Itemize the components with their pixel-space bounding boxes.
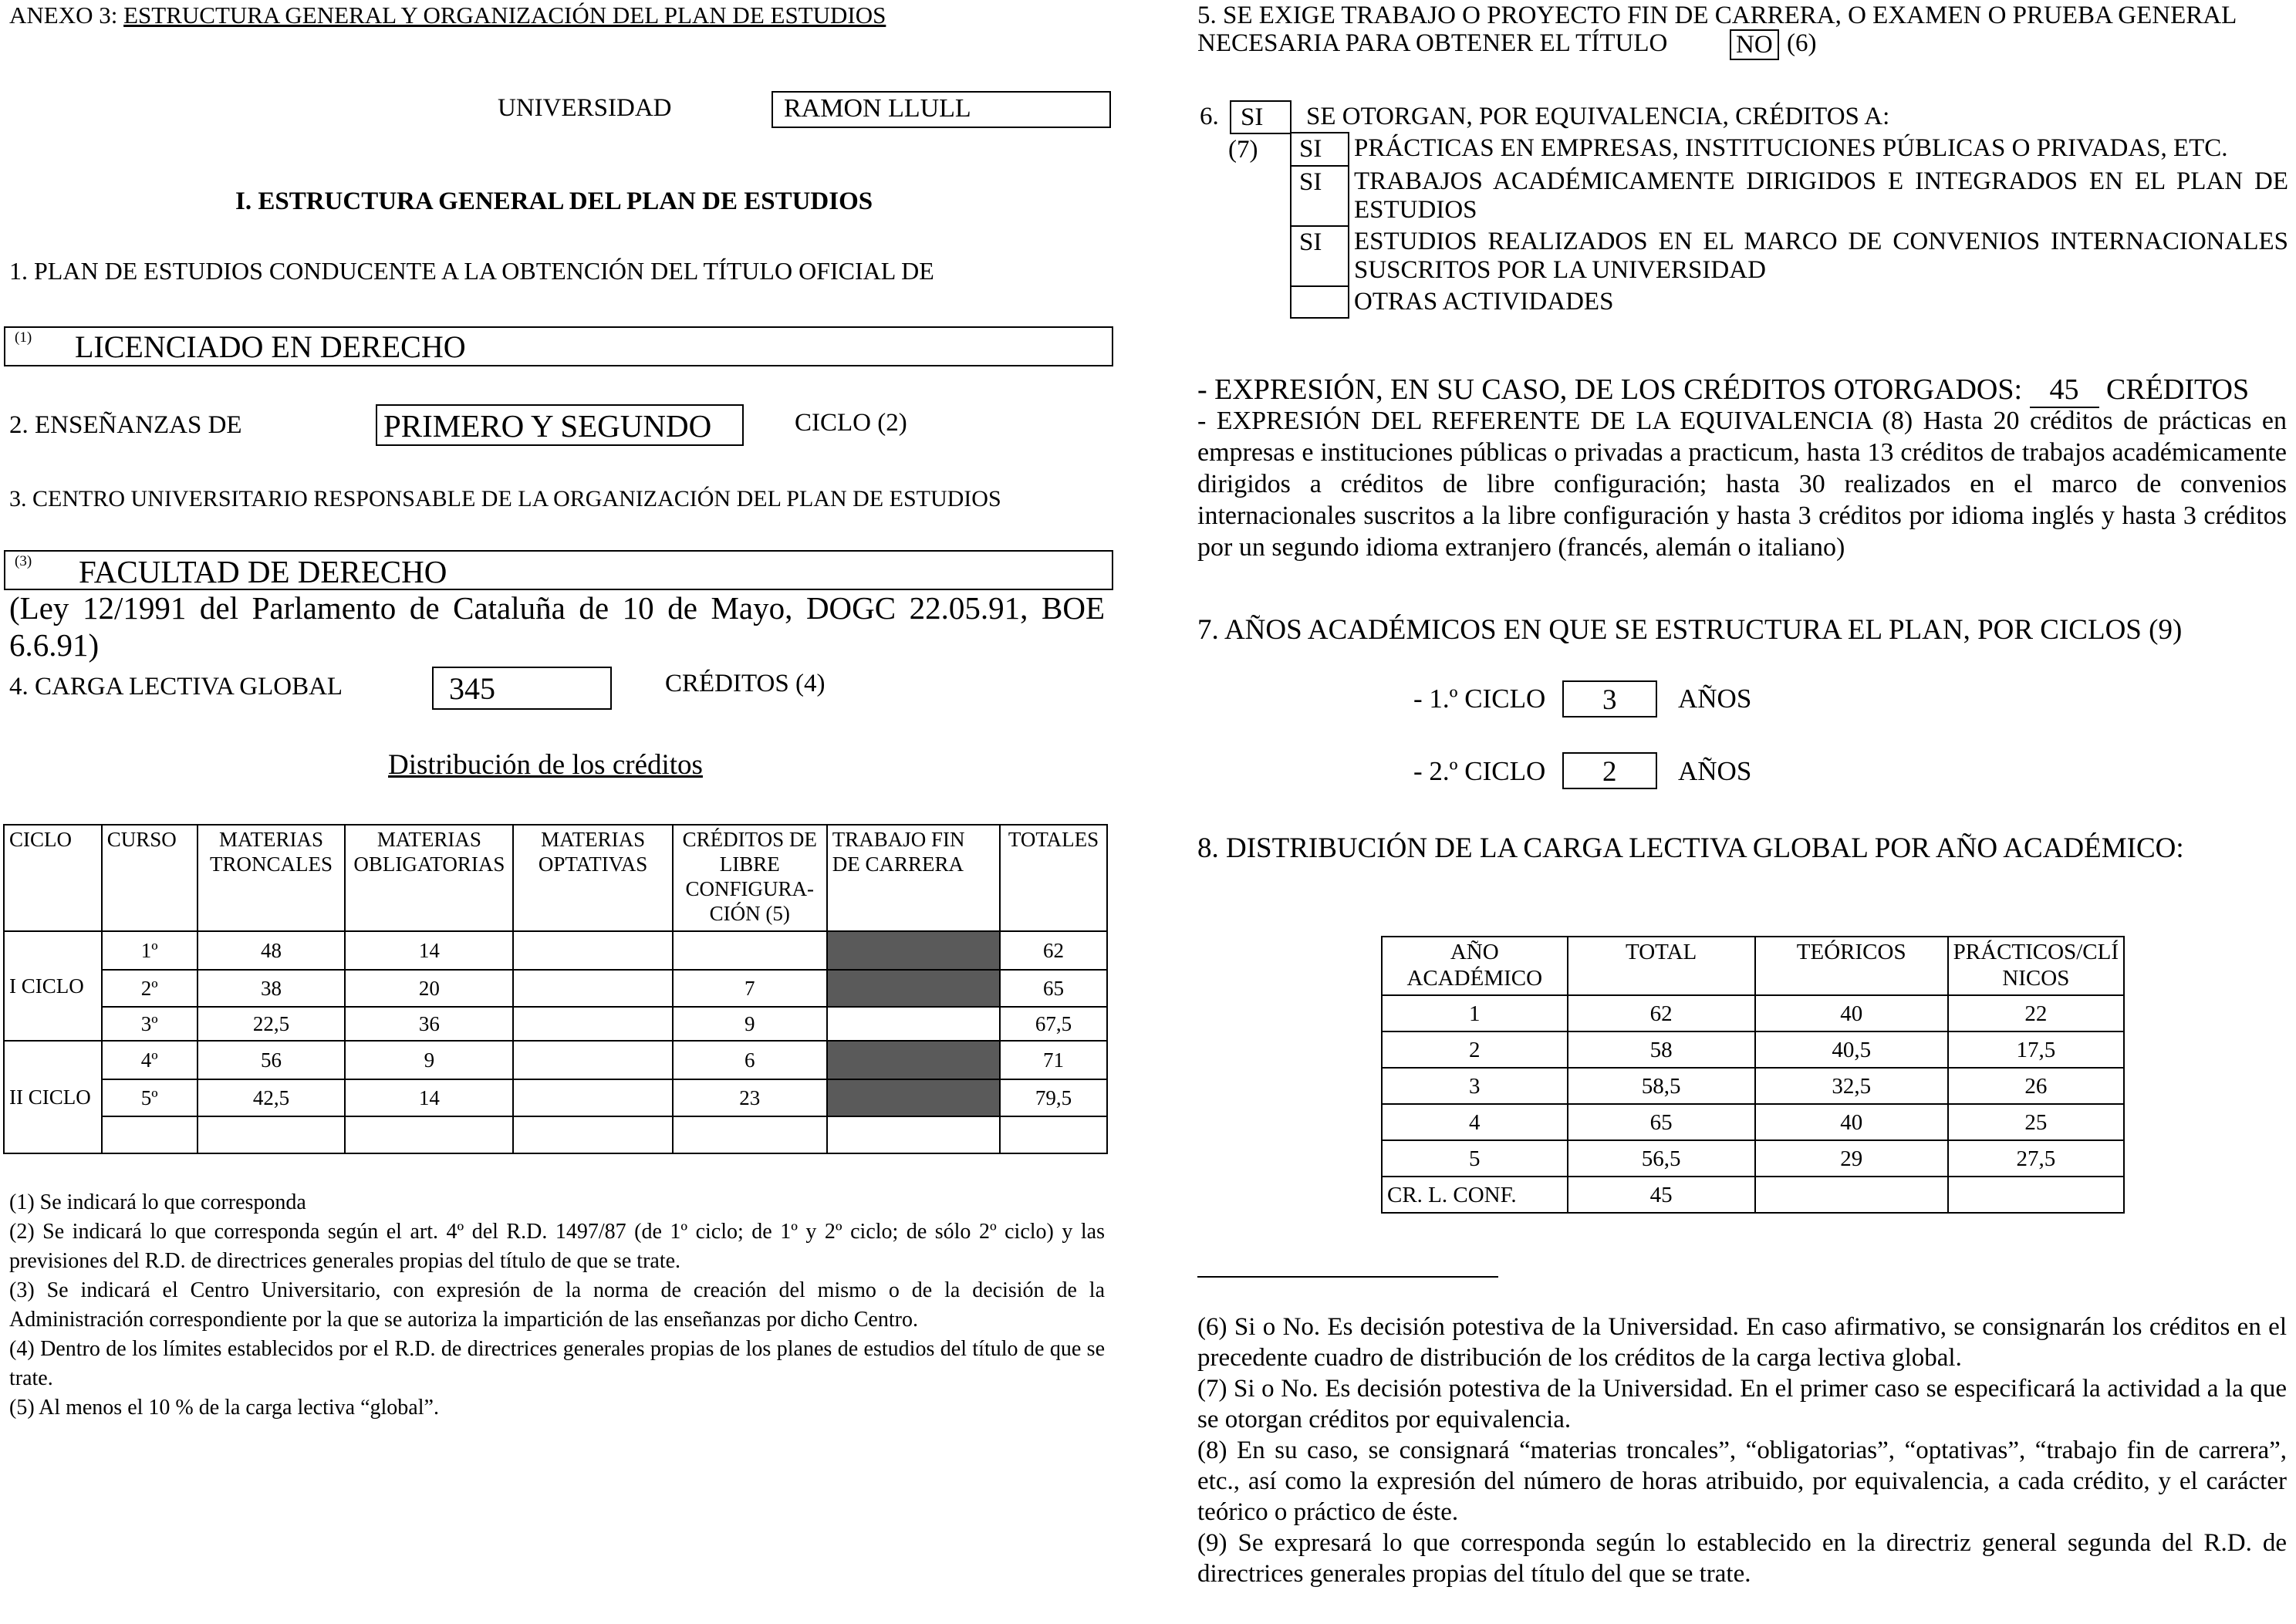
header-cell: CURSO (102, 825, 198, 931)
troncales-cell: 22,5 (198, 1007, 346, 1041)
credits-granted-unit: CRÉDITOS (2106, 373, 2250, 406)
dist-row (1382, 1140, 2124, 1177)
center-box (4, 550, 1113, 590)
totales-cell: 65 (1000, 970, 1107, 1007)
obligatorias-cell: 14 (345, 1079, 513, 1116)
item4-value: 345 (449, 671, 495, 706)
empty-cell (827, 1007, 1000, 1041)
university-value: RAMON LLULL (784, 94, 971, 123)
equiv-text: TRABAJOS ACADÉMICAMENTE DIRIGIDOS E INTEGRADOS EN EL PLAN DE ESTUDIOS (1349, 166, 2293, 226)
header-cell: TOTALES (1000, 825, 1107, 931)
equiv-text: PRÁCTICAS EN EMPRESAS, INSTITUCIONES PÚBLICAS O PRIVADAS, ETC. (1349, 133, 2293, 166)
footnote-separator (1197, 1276, 1498, 1278)
totales-cell: 79,5 (1000, 1079, 1107, 1116)
equiv-row (1291, 133, 2293, 166)
equiv-row (1291, 166, 2293, 226)
cycle-cell: II CICLO (4, 1041, 102, 1153)
dist-cell: 58,5 (1568, 1068, 1755, 1104)
libre-cell: 9 (673, 1007, 827, 1041)
distribution-title: Distribución de los créditos (388, 749, 703, 781)
item5-line1: 5. SE EXIGE TRABAJO O PROYECTO FIN DE CARRERA, O EXAMEN O PRUEBA GENERAL (1197, 2, 2237, 29)
optativas-cell (513, 1007, 673, 1041)
header-cell: CICLO (4, 825, 102, 931)
dist-header-cell: TEÓRICOS (1755, 937, 1948, 995)
credits-granted-value: 45 (2030, 373, 2099, 408)
curso-cell: 1º (102, 931, 198, 970)
redacted-cell (827, 931, 1000, 970)
dist-cell: 40 (1755, 995, 1948, 1031)
equivalence-list (1290, 132, 2293, 319)
footnote: (5) Al menos el 10 % de la carga lectiva “global”. (9, 1396, 439, 1420)
table-row (4, 1041, 1107, 1079)
item5-note: (6) (1787, 29, 1817, 57)
item6-box (1230, 100, 1292, 134)
footnote: (3) Se indicará el Centro Universitario, con expresión de la norma de creación del mismo o de la decisión de la Administración correspondiente por la que se autoriza la impartición de las enseñanzas por dicho Centro. (9, 1278, 1105, 1332)
libre-cell: 7 (673, 970, 827, 1007)
dist-row (1382, 1104, 2124, 1140)
header-cell: CRÉDITOS DE LIBRE CONFIGURA-CIÓN (5) (673, 825, 827, 931)
optativas-cell (513, 970, 673, 1007)
dist-cell: 17,5 (1948, 1031, 2124, 1068)
curso-cell: 2º (102, 970, 198, 1007)
academic-year-table (1381, 936, 2125, 1214)
empty-cell (1000, 1116, 1107, 1153)
equiv-mark: SI (1291, 166, 1349, 226)
equiv-row (1291, 226, 2293, 286)
item2-box (376, 404, 744, 446)
optativas-cell (513, 1041, 673, 1079)
cycle2-value: 2 (1602, 756, 1617, 788)
item5-value: NO (1736, 31, 1773, 59)
redacted-cell (827, 1041, 1000, 1079)
libre-cell (673, 931, 827, 970)
item2-label: 2. ENSEÑANZAS DE (9, 411, 242, 439)
cycle1-box (1562, 680, 1657, 717)
header-cell: MATERIAS TRONCALES (198, 825, 346, 931)
footnote: (4) Dentro de los límites establecidos por el R.D. de directrices generales propias de los planes de estudios del título de que se trate. (9, 1337, 1105, 1390)
dist-row (1382, 995, 2124, 1031)
cycle2-years: AÑOS (1678, 756, 1752, 786)
degree-title-box (4, 326, 1113, 366)
dist-row (1382, 1031, 2124, 1068)
item2-value: PRIMERO Y SEGUNDO (383, 408, 712, 444)
item6-value: SI (1241, 103, 1264, 131)
empty-cell (673, 1116, 827, 1153)
dist-row (1382, 1177, 2124, 1213)
credits-granted-line (1197, 373, 2249, 408)
header-cell: MATERIAS OBLIGATORIAS (345, 825, 513, 931)
item5-box (1730, 29, 1779, 60)
dist-cell: 2 (1382, 1031, 1568, 1068)
dist-cell: 40,5 (1755, 1031, 1948, 1068)
item5-line2: NECESARIA PARA OBTENER EL TÍTULO (1197, 29, 1668, 57)
libre-cell: 6 (673, 1041, 827, 1079)
footnote: (2) Se indicará lo que corresponda según el art. 4º del R.D. 1497/87 (de 1º ciclo; de 1º y 2º ciclo; de sólo 2º ciclo) y las previsiones del R.D. de directrices generales propias del título de que se trate. (9, 1220, 1105, 1273)
footnote: (6) Si o No. Es decisión potestiva de la Universidad. En caso afirmativo, se consignarán los créditos en el precedente cuadro de distribución de los créditos de la carga lectiva global. (1197, 1313, 2287, 1372)
totales-cell: 67,5 (1000, 1007, 1107, 1041)
dist-header-cell: AÑO ACADÉMICO (1382, 937, 1568, 995)
curso-cell: 4º (102, 1041, 198, 1079)
footnote: (1) Se indicará lo que corresponda (9, 1190, 306, 1214)
credits-granted-label: - EXPRESIÓN, EN SU CASO, DE LOS CRÉDITOS OTORGADOS: (1197, 373, 2023, 406)
libre-cell: 23 (673, 1079, 827, 1116)
curso-cell: 5º (102, 1079, 198, 1116)
table-row (4, 1079, 1107, 1116)
dist-cell (1755, 1177, 1948, 1213)
footnote: (8) En su caso, se consignará “materias troncales”, “obligatorias”, “optativas”, “trabajo fin de carrera”, etc., así como la expresión del número de horas atribuido, por equivalencia, a cada crédito, y el carácter teórico o práctico de éste. (1197, 1437, 2287, 1526)
dist-cell: 56,5 (1568, 1140, 1755, 1177)
optativas-cell (513, 931, 673, 970)
dist-row (1382, 1068, 2124, 1104)
equiv-mark: SI (1291, 226, 1349, 286)
table-row (4, 1007, 1107, 1041)
header-cell: TRABAJO FIN DE CARRERA (827, 825, 1000, 931)
obligatorias-cell: 14 (345, 931, 513, 970)
university-label: UNIVERSIDAD (498, 94, 672, 122)
dist-cell: 4 (1382, 1104, 1568, 1140)
dist-cell: 45 (1568, 1177, 1755, 1213)
troncales-cell: 38 (198, 970, 346, 1007)
section-title: I. ESTRUCTURA GENERAL DEL PLAN DE ESTUDIOS (235, 187, 873, 215)
cycle2-box (1562, 752, 1657, 789)
troncales-cell: 48 (198, 931, 346, 970)
degree-title-note: (1) (15, 329, 32, 346)
dist-cell: 5 (1382, 1140, 1568, 1177)
dist-cell: 26 (1948, 1068, 2124, 1104)
cycle1-label: - 1.º CICLO (1413, 684, 1546, 714)
empty-cell (102, 1116, 198, 1153)
equivalence-referent: - EXPRESIÓN DEL REFERENTE DE LA EQUIVALENCIA (8) Hasta 20 créditos de prácticas en empresas e instituciones públicas o privadas a practicum, hasta 13 créditos de trabajos académicamente dirigidos a créditos de libre configuración; hasta 30 realizados en el marco de convenios internacionales suscritos a la libre configuración y hasta 3 créditos por idioma inglés y hasta 3 créditos por un segundo idioma extranjero (francés, alemán o italiano) (1197, 407, 2287, 562)
curso-cell: 3º (102, 1007, 198, 1041)
item6-label: SE OTORGAN, POR EQUIVALENCIA, CRÉDITOS A: (1306, 103, 1890, 130)
item2-suffix: CICLO (2) (795, 409, 907, 437)
item6-note: (7) (1228, 136, 1258, 164)
empty-cell (827, 1116, 1000, 1153)
dist-cell: 62 (1568, 995, 1755, 1031)
empty-cell (198, 1116, 346, 1153)
item4-label: 4. CARGA LECTIVA GLOBAL (9, 673, 343, 701)
item7-label: 7. AÑOS ACADÉMICOS EN QUE SE ESTRUCTURA EL PLAN, POR CICLOS (9) (1197, 614, 2183, 646)
item8-label: 8. DISTRIBUCIÓN DE LA CARGA LECTIVA GLOBAL POR AÑO ACADÉMICO: (1197, 832, 2184, 864)
empty-cell (345, 1116, 513, 1153)
law-text: (Ley 12/1991 del Parlamento de Cataluña de 10 de Mayo, DOGC 22.05.91, BOE 6.6.91) (9, 590, 1105, 663)
left-footnotes (9, 1188, 1105, 1423)
right-footnotes (1197, 1312, 2287, 1589)
credit-distribution-table (3, 824, 1108, 1154)
optativas-cell (513, 1079, 673, 1116)
equiv-mark: SI (1291, 133, 1349, 166)
table-header-row (4, 825, 1107, 931)
item4-suffix: CRÉDITOS (4) (665, 670, 826, 697)
dist-cell: 25 (1948, 1104, 2124, 1140)
cycle1-years: AÑOS (1678, 684, 1752, 714)
dist-cell: CR. L. CONF. (1382, 1177, 1568, 1213)
redacted-cell (827, 970, 1000, 1007)
troncales-cell: 56 (198, 1041, 346, 1079)
dist-cell: 32,5 (1755, 1068, 1948, 1104)
dist-cell (1948, 1177, 2124, 1213)
annex-title: ESTRUCTURA GENERAL Y ORGANIZACIÓN DEL PLAN DE ESTUDIOS (123, 2, 886, 29)
center-note: (3) (15, 553, 32, 569)
table-row (4, 1116, 1107, 1153)
annex-label: ANEXO 3: (9, 2, 124, 29)
redacted-cell (827, 1079, 1000, 1116)
obligatorias-cell: 20 (345, 970, 513, 1007)
totales-cell: 62 (1000, 931, 1107, 970)
item4-box (432, 667, 612, 710)
header-cell: MATERIAS OPTATIVAS (513, 825, 673, 931)
troncales-cell: 42,5 (198, 1079, 346, 1116)
totales-cell: 71 (1000, 1041, 1107, 1079)
cycle-cell: I CICLO (4, 931, 102, 1041)
equiv-mark (1291, 286, 1349, 318)
equiv-row (1291, 286, 2293, 318)
dist-header-row (1382, 937, 2124, 995)
annex-heading (9, 2, 886, 29)
table-row (4, 931, 1107, 970)
dist-cell: 22 (1948, 995, 2124, 1031)
dist-cell: 1 (1382, 995, 1568, 1031)
dist-cell: 29 (1755, 1140, 1948, 1177)
dist-cell: 27,5 (1948, 1140, 2124, 1177)
equiv-text: OTRAS ACTIVIDADES (1349, 286, 2293, 318)
university-box (772, 91, 1111, 128)
cycle2-label: - 2.º CICLO (1413, 756, 1546, 786)
dist-cell: 58 (1568, 1031, 1755, 1068)
dist-header-cell: PRÁCTICOS/CLÍ NICOS (1948, 937, 2124, 995)
obligatorias-cell: 36 (345, 1007, 513, 1041)
dist-cell: 65 (1568, 1104, 1755, 1140)
item6-prefix: 6. (1200, 103, 1219, 130)
dist-cell: 40 (1755, 1104, 1948, 1140)
footnote: (7) Si o No. Es decisión potestiva de la Universidad. En el primer caso se especificará la actividad a la que se otorgan créditos por equivalencia. (1197, 1375, 2287, 1433)
center-value: FACULTAD DE DERECHO (79, 554, 447, 589)
empty-cell (513, 1116, 673, 1153)
cycle1-value: 3 (1602, 684, 1617, 716)
dist-cell: 3 (1382, 1068, 1568, 1104)
table-row (4, 970, 1107, 1007)
dist-header-cell: TOTAL (1568, 937, 1755, 995)
obligatorias-cell: 9 (345, 1041, 513, 1079)
degree-title-value: LICENCIADO EN DERECHO (75, 329, 466, 364)
footnote: (9) Se expresará lo que corresponda según lo establecido en la directriz general segunda del R.D. de directrices generales propias del título del que se trate. (1197, 1529, 2287, 1588)
item1-label: 1. PLAN DE ESTUDIOS CONDUCENTE A LA OBTENCIÓN DEL TÍTULO OFICIAL DE (9, 257, 934, 285)
item3-label: 3. CENTRO UNIVERSITARIO RESPONSABLE DE LA ORGANIZACIÓN DEL PLAN DE ESTUDIOS (9, 486, 1001, 512)
equiv-text: ESTUDIOS REALIZADOS EN EL MARCO DE CONVENIOS INTERNACIONALES SUSCRITOS POR LA UNIVERSIDAD (1349, 226, 2293, 286)
